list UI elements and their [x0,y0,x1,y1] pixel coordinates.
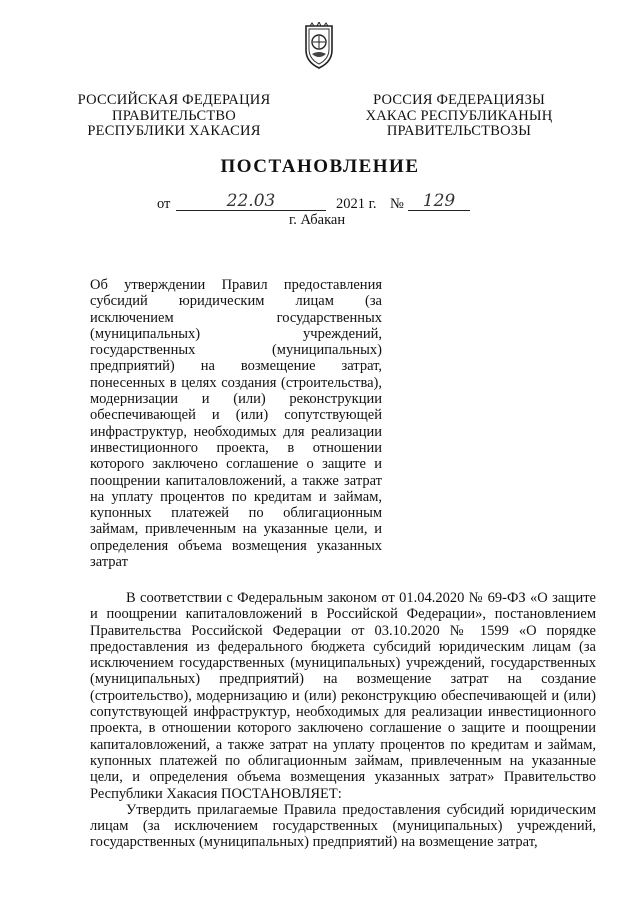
header-right [352,93,566,140]
body-text [90,590,596,851]
header-right-line-1: РОССИЯ ФЕДЕРАЦИЯЗЫ [373,92,545,108]
header-left [68,93,280,140]
from-label: от [157,196,171,212]
year-label: 2021 г. [336,196,377,212]
coat-of-arms-emblem-icon [302,22,336,70]
header-right-line-2: ХАКАС РЕСПУБЛИКАНЫҢ [365,107,553,124]
header-left-line-2: ПРАВИТЕЛЬСТВО [112,107,236,124]
header-left-line-3: РЕСПУБЛИКИ ХАКАСИЯ [87,123,261,139]
header-right-line-3: ПРАВИТЕЛЬСТВОЗЫ [386,123,532,139]
document-type-title: ПОСТАНОВЛЕНИЕ [220,156,420,177]
number-label: № [390,196,404,212]
handwritten-number: 129 [408,194,470,211]
date-number-line [0,191,640,214]
city-label: г. Абакан [289,212,346,228]
body-paragraph-1: В соответствии с Федеральным законом от 01.04.2020 № 69-ФЗ «О защите и поощрении капиталовложений в Российской Федерации», постановлением Правительства Российской Федерации от 03.10.2020 № 1599 «О порядке предоставления из федерального бюджета субсидий юридическим лицам (за исключением государственных (муниципальных) учреждений, государственных (муниципальных) предприятий) на возмещение затрат на создание (строительство), модернизацию и (или) реконструкцию обеспечивающей и (или) сопутствующей инфраструктур, необходимых для реализации инвестиционного проекта, в отношении которого заключено соглашение о защите и поощрении капиталовложений, а также затрат на уплату процентов по кредитам и займам, купонных платежей по облигационным займам, привлеченным на указанные цели, и определения объема возмещения указанных затрат» Правительство Республики Хакасия ПОСТАНОВЛЯЕТ: [90,590,596,802]
subject-block: Об утверждении Правил предоставления субсидий юридическим лицам (за исключением государственных (муниципальных) учреждений, государственных (муниципальных) предприятий) на возмещение затрат, понесенных в целях создания (строительства), модернизации и (или) реконструкции обеспечивающей и (или) сопутствующей инфраструктур, необходимых для реализации инвестиционного проекта, в отношении которого заключено соглашение о защите и поощрении капиталовложений, а также затрат на уплату процентов по кредитам и займам, купонных платежей по облигационным займам, привлеченным на указанные цели, и определения объема возмещения указанных затрат [90,277,382,571]
header-left-line-1: РОССИЙСКАЯ ФЕДЕРАЦИЯ [77,92,271,108]
body-paragraph-2: Утвердить прилагаемые Правила предоставления субсидий юридическим лицам (за исключением государственных (муниципальных) учреждений, государственных (муниципальных) предприятий) на возмещение затрат, [90,801,596,851]
handwritten-date: 22.03 [176,194,326,211]
